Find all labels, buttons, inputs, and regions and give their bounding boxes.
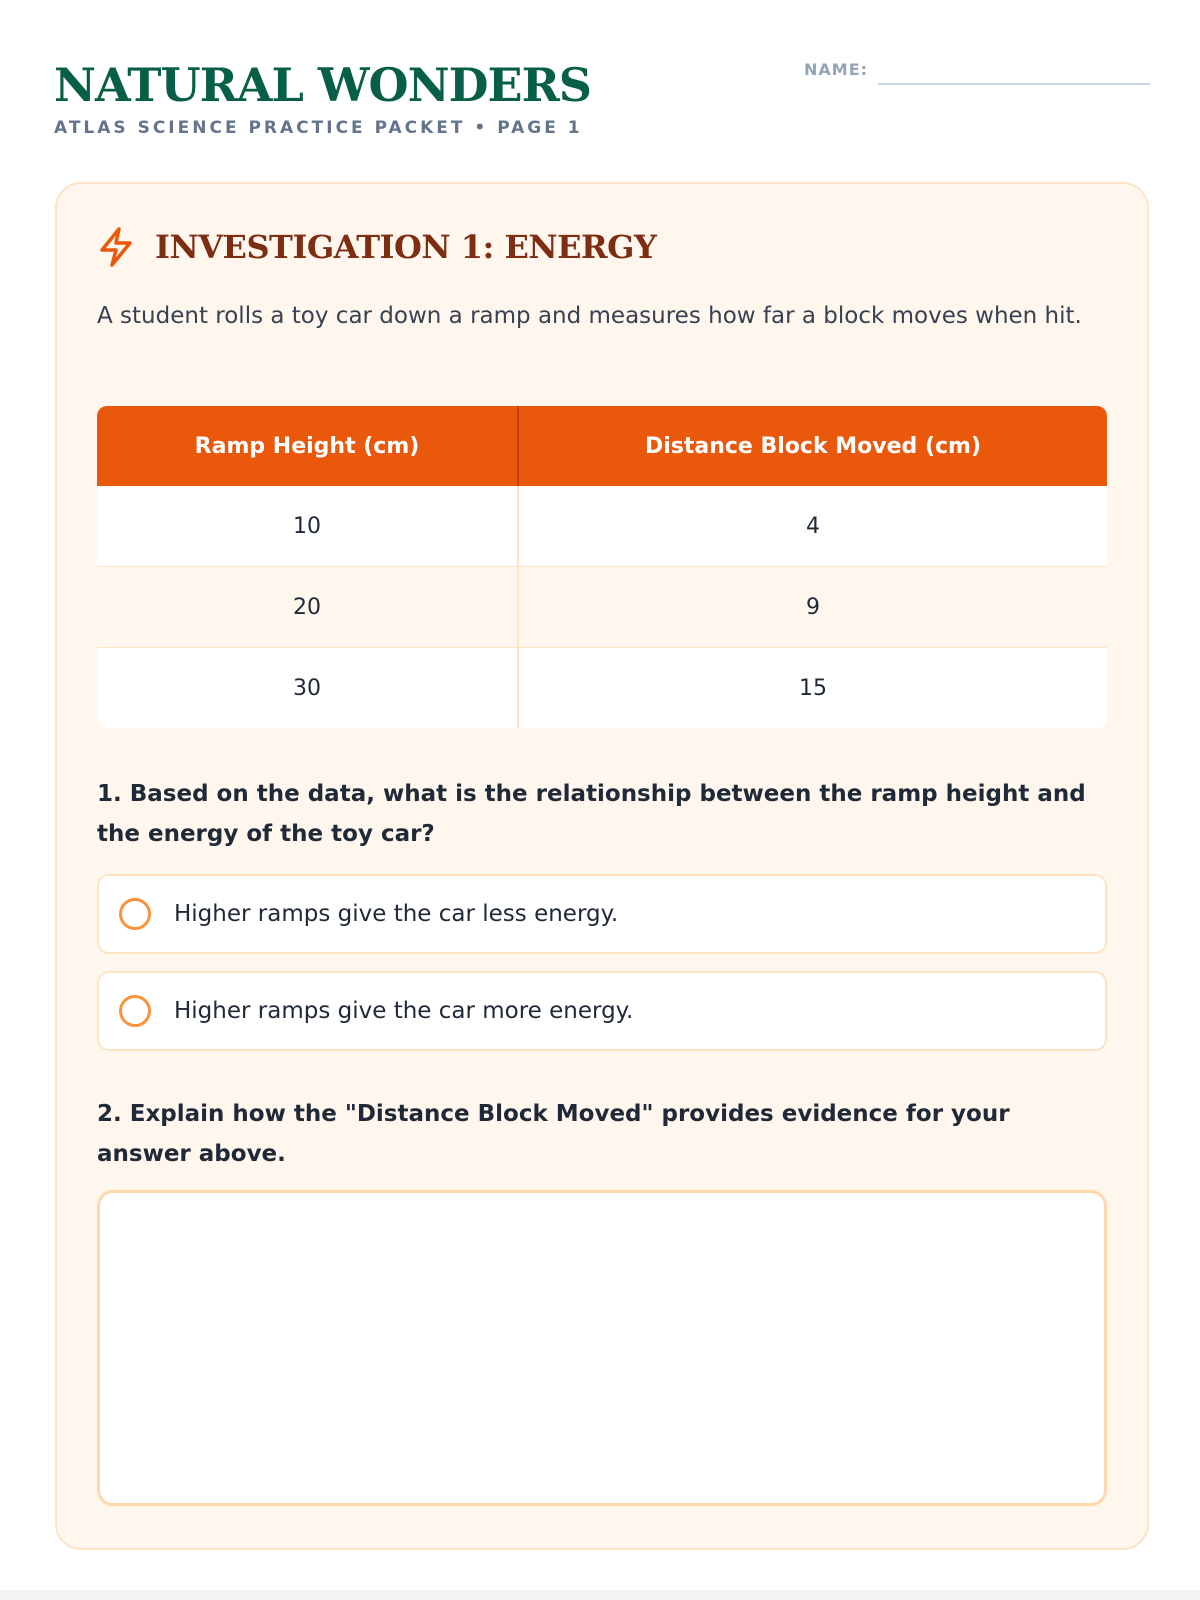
- table-row: [97, 567, 1107, 648]
- radio-button[interactable]: [119, 898, 151, 930]
- table-row: [97, 648, 1107, 729]
- section-title: INVESTIGATION 1: ENERGY: [155, 228, 657, 266]
- table-cell: 10: [97, 486, 518, 567]
- table-row: [97, 486, 1107, 567]
- table-cell: 20: [97, 567, 518, 648]
- option-label: Higher ramps give the car less energy.: [174, 901, 619, 927]
- table-cell: 15: [518, 648, 1107, 729]
- lightning-bolt-icon: [97, 226, 135, 268]
- page-header: [54, 56, 1150, 146]
- table-cell: 30: [97, 648, 518, 729]
- name-input-line[interactable]: [878, 83, 1150, 85]
- data-table: [97, 406, 1107, 728]
- table-header-distance: Distance Block Moved (cm): [518, 406, 1107, 486]
- name-label: NAME:: [804, 60, 869, 79]
- page-subtitle: ATLAS SCIENCE PRACTICE PACKET • PAGE 1: [54, 118, 583, 138]
- radio-button[interactable]: [119, 995, 151, 1027]
- name-field-area: [804, 56, 1150, 88]
- answer-option-more-energy[interactable]: [97, 971, 1107, 1051]
- investigation-card: [55, 182, 1149, 1550]
- option-label: Higher ramps give the car more energy.: [174, 998, 634, 1024]
- explanation-answer-box[interactable]: [97, 1190, 1107, 1506]
- question-1-text: 1. Based on the data, what is the relationship between the ramp height and the energy of the toy car?: [97, 781, 1086, 847]
- table-header-row: [97, 406, 1107, 486]
- table-header-ramp-height: Ramp Height (cm): [97, 406, 518, 486]
- question-2-text: 2. Explain how the "Distance Block Moved" provides evidence for your answer above.: [97, 1101, 1010, 1167]
- table-cell: 4: [518, 486, 1107, 567]
- table-cell: 9: [518, 567, 1107, 648]
- page-title: NATURAL WONDERS: [54, 58, 592, 112]
- answer-option-less-energy[interactable]: [97, 874, 1107, 954]
- intro-text: A student rolls a toy car down a ramp and measures how far a block moves when hit.: [97, 303, 1082, 329]
